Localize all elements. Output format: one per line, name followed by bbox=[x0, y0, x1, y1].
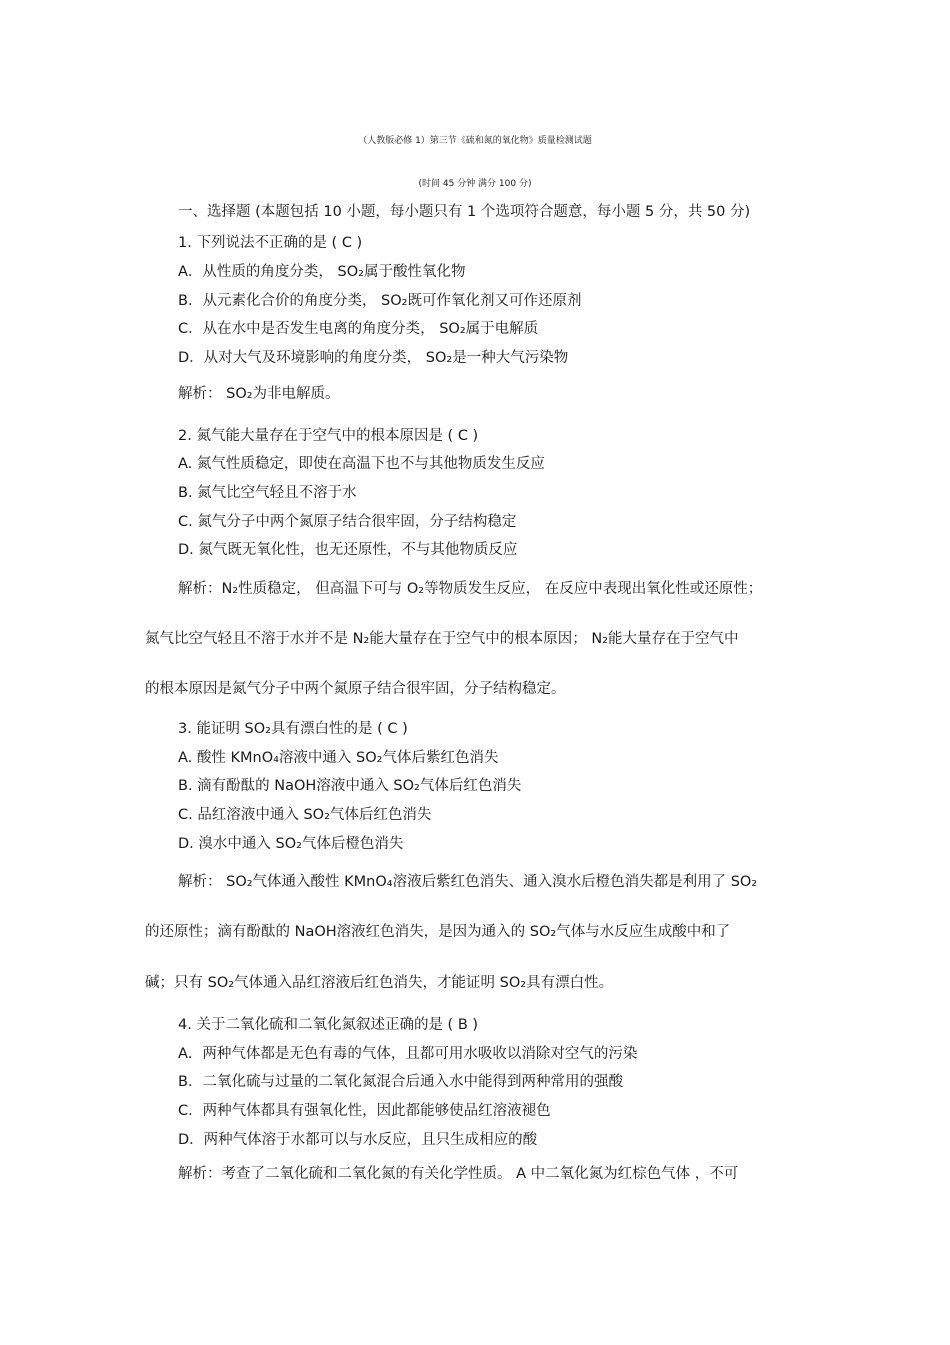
q2-option-b: B. 氮气比空气轻且不溶于水 bbox=[178, 485, 357, 501]
q3-analysis-line-3: 碱；只有 SO₂气体通入品红溶液后红色消失，才能证明 SO₂具有漂白性。 bbox=[145, 975, 614, 991]
q4-option-d: D．两种气体溶于水都可以与水反应，且只生成相应的酸 bbox=[178, 1132, 538, 1148]
q3-option-d: D. 溴水中通入 SO₂气体后橙色消失 bbox=[178, 836, 404, 852]
q3-analysis-line-2: 的还原性；滴有酚酞的 NaOH溶液红色消失，是因为通入的 SO₂气体与水反应生成酸中和了 bbox=[145, 924, 731, 940]
q4-analysis: 解析：考查了二氧化硫和二氧化氮的有关化学性质。 A 中二氧化氮为红棕色气体 ，不可 bbox=[178, 1166, 739, 1182]
document-title: （人教版必修 1）第三节《硫和氮的氧化物》质量检测试题 bbox=[358, 136, 592, 146]
q4-option-a: A．两种气体都是无色有毒的气体，且都可用水吸收以消除对空气的污染 bbox=[178, 1046, 638, 1062]
q3-analysis-line-1: 解析： SO₂气体通入酸性 KMnO₄溶液后紫红色消失、通入溴水后橙色消失都是利用了 SO₂ bbox=[178, 874, 758, 890]
q2-option-a: A. 氮气性质稳定，即使在高温下也不与其他物质发生反应 bbox=[178, 456, 545, 472]
q2-option-d: D. 氮气既无氧化性，也无还原性，不与其他物质反应 bbox=[178, 542, 518, 558]
q2-stem: 2. 氮气能大量存在于空气中的根本原因是 ( C ) bbox=[178, 428, 479, 444]
q3-option-b: B. 滴有酚酞的 NaOH溶液中通入 SO₂气体后红色消失 bbox=[178, 778, 522, 794]
q4-option-b: B．二氧化硫与过量的二氧化氮混合后通入水中能得到两种常用的强酸 bbox=[178, 1074, 623, 1090]
q2-analysis-line-2: 氮气比空气轻且不溶于水并不是 N₂能大量存在于空气中的根本原因； N₂能大量存在于空气中 bbox=[145, 631, 739, 647]
document-subtitle: (时间 45 分钟 满分 100 分) bbox=[418, 179, 532, 189]
q1-analysis: 解析： SO₂为非电解质。 bbox=[178, 386, 340, 402]
q4-stem: 4. 关于二氧化硫和二氧化氮叙述正确的是 ( B ) bbox=[178, 1017, 479, 1033]
q2-analysis-line-1: 解析：N₂性质稳定， 但高温下可与 O₂等物质发生反应， 在反应中表现出氧化性或还原性； bbox=[178, 581, 763, 597]
q3-stem: 3. 能证明 SO₂具有漂白性的是 ( C ) bbox=[178, 721, 408, 737]
q3-option-a: A. 酸性 KMnO₄溶液中通入 SO₂气体后紫红色消失 bbox=[178, 750, 499, 766]
q4-option-c: C．两种气体都具有强氧化性，因此都能够使品红溶液褪色 bbox=[178, 1103, 551, 1119]
q1-option-a: A．从性质的角度分类， SO₂属于酸性氧化物 bbox=[178, 264, 466, 280]
q1-option-b: B．从元素化合价的角度分类， SO₂既可作氧化剂又可作还原剂 bbox=[178, 293, 582, 309]
q2-analysis-line-3: 的根本原因是氮气分子中两个氮原子结合很牢固，分子结构稳定。 bbox=[145, 681, 566, 697]
q1-option-c: C．从在水中是否发生电离的角度分类， SO₂属于电解质 bbox=[178, 321, 539, 337]
q1-option-d: D．从对大气及环境影响的角度分类， SO₂是一种大气污染物 bbox=[178, 350, 569, 366]
q3-option-c: C. 品红溶液中通入 SO₂气体后红色消失 bbox=[178, 807, 432, 823]
q1-stem: 1. 下列说法不正确的是 ( C ) bbox=[178, 235, 363, 251]
section-header: 一、选择题 (本题包括 10 小题，每小题只有 1 个选项符合题意，每小题 5 分，共 50 分) bbox=[178, 204, 751, 220]
q2-option-c: C. 氮气分子中两个氮原子结合很牢固，分子结构稳定 bbox=[178, 514, 517, 530]
